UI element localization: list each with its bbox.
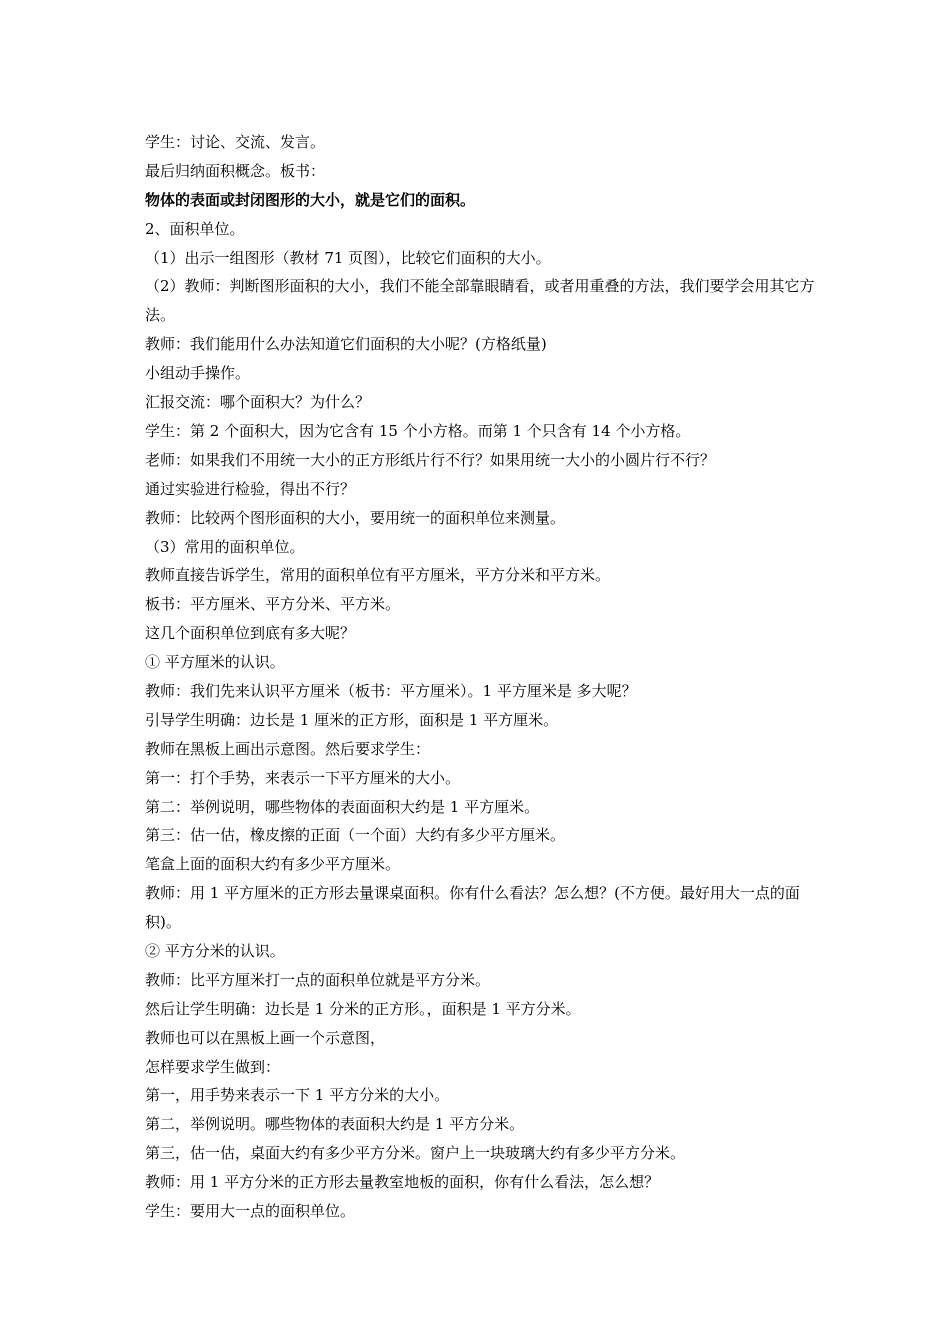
paragraph: 教师：用 1 平方厘米的正方形去量课桌面积。你有什么看法？怎么想？(不方便。最好用大一点的面积)。 — [145, 884, 800, 932]
paragraph: 教师：我们先来认识平方厘米（板书：平方厘米）。1 平方厘米是 多大呢？ — [145, 681, 637, 700]
paragraph: （1）出示一组图形（教材 71 页图），比较它们面积的大小。 — [145, 248, 551, 267]
paragraph: 学生：要用大一点的面积单位。 — [145, 1202, 356, 1221]
paragraph: 板书：平方厘米、平方分米、平方米。 — [145, 595, 401, 614]
paragraph: 物体的表面或封闭图形的大小，就是它们的面积。 — [145, 190, 476, 209]
document-body — [145, 128, 815, 1226]
paragraph: 最后归纳面积概念。板书： — [145, 161, 326, 180]
paragraph: 然后让学生明确：边长是 1 分米的正方形。，面积是 1 平方分米。 — [145, 999, 581, 1018]
paragraph: （2）教师：判断图形面积的大小，我们不能全部靠眼睛看，或者用重叠的方法，我们要学会用其它方法。 — [145, 277, 815, 325]
paragraph: 教师：我们能用什么办法知道它们面积的大小呢？(方格纸量) — [145, 335, 547, 354]
paragraph: 学生：讨论、交流、发言。 — [145, 133, 326, 151]
paragraph: 通过实验进行检验，得出不行？ — [145, 479, 356, 498]
paragraph: 第二，举例说明。哪些物体的表面积大约是 1 平方分米。 — [145, 1115, 525, 1134]
paragraph: 这几个面积单位到底有多大呢？ — [145, 624, 356, 643]
paragraph: 引导学生明确：边长是 1 厘米的正方形，面积是 1 平方厘米。 — [145, 710, 559, 729]
paragraph: 教师在黑板上画出示意图。然后要求学生： — [145, 739, 431, 758]
paragraph: 教师也可以在黑板上画一个示意图， — [145, 1028, 386, 1047]
paragraph: （3）常用的面积单位。 — [145, 537, 305, 556]
paragraph: 老师：如果我们不用统一大小的正方形纸片行不行？如果用统一大小的小圆片行不行？ — [145, 450, 716, 469]
paragraph: ① 平方厘米的认识。 — [145, 653, 285, 672]
paragraph: 小组动手操作。 — [145, 364, 251, 383]
paragraph: 教师：用 1 平方分米的正方形去量教室地板的面积，你有什么看法，怎么想？ — [145, 1173, 660, 1192]
paragraph: 教师直接告诉学生，常用的面积单位有平方厘米，平方分米和平方米。 — [145, 566, 611, 585]
paragraph: 教师：比平方厘米打一点的面积单位就是平方分米。 — [145, 970, 491, 989]
paragraph: 第三，估一估，桌面大约有多少平方分米。窗户上一块玻璃大约有多少平方分米。 — [145, 1144, 686, 1163]
paragraph: 汇报交流：哪个面积大？为什么？ — [145, 393, 371, 412]
paragraph: 怎样要求学生做到： — [145, 1057, 281, 1076]
paragraph: 2、面积单位。 — [145, 219, 245, 238]
paragraph: 教师：比较两个图形面积的大小，要用统一的面积单位来测量。 — [145, 508, 566, 527]
paragraph: 第一，用手势来表示一下 1 平方分米的大小。 — [145, 1086, 450, 1105]
paragraph: 笔盒上面的面积大约有多少平方厘米。 — [145, 855, 401, 874]
paragraph: 第一：打个手势，来表示一下平方厘米的大小。 — [145, 768, 461, 787]
paragraph: 学生：第 2 个面积大，因为它含有 15 个小方格。而第 1 个只含有 14 个小方格。 — [145, 421, 691, 440]
paragraph: 第三：估一估，橡皮擦的正面（一个面）大约有多少平方厘米。 — [145, 826, 566, 845]
paragraph: 第二：举例说明，哪些物体的表面面积大约是 1 平方厘米。 — [145, 797, 540, 816]
paragraph: ② 平方分米的认识。 — [145, 942, 285, 960]
